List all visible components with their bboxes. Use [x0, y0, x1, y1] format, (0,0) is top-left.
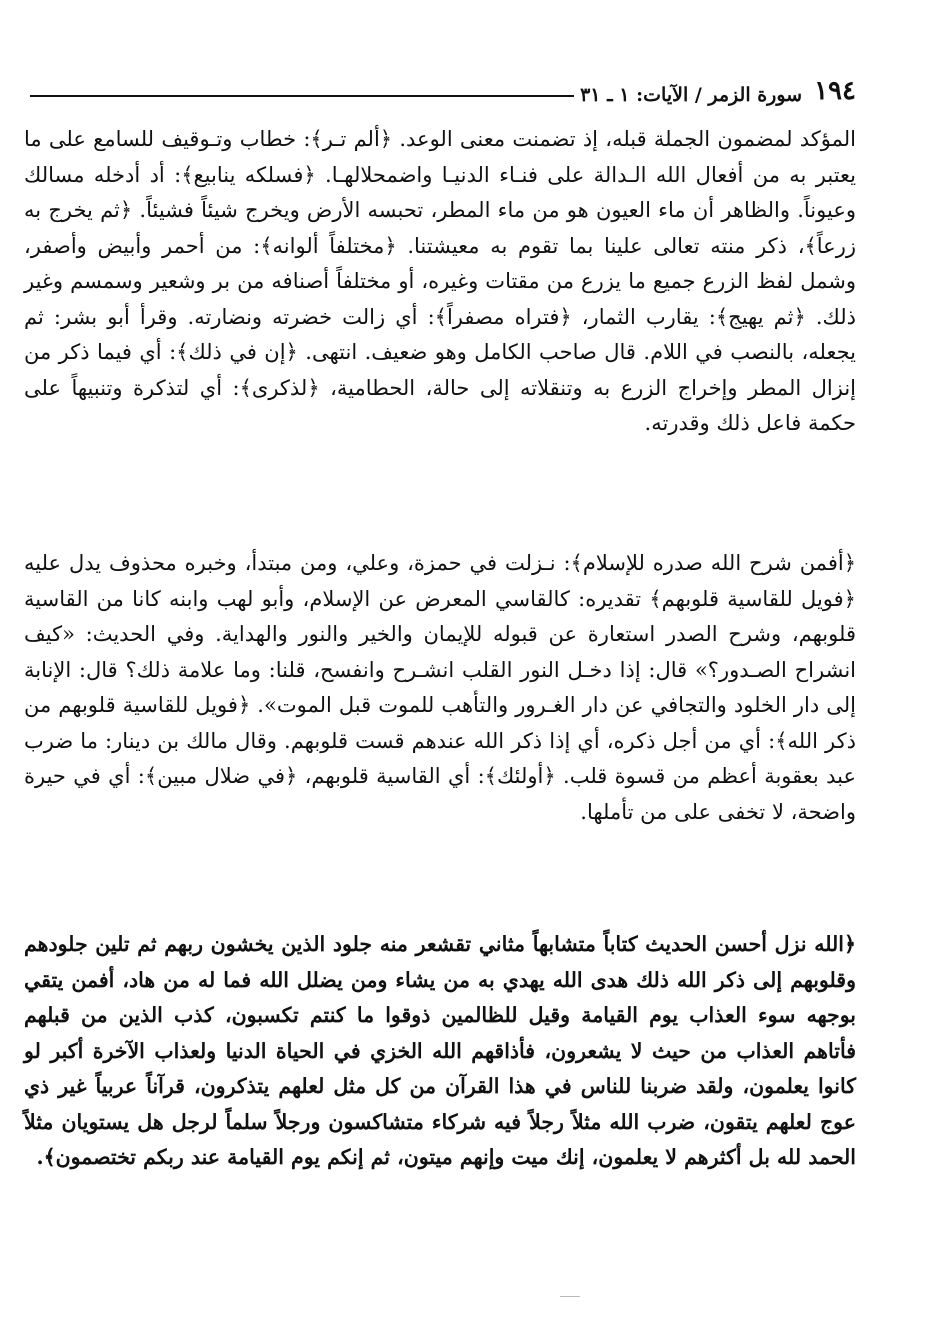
paragraph-text: ﴿أفمن شرح الله صدره للإسلام﴾: نـزلت في حمزة، وعلي، ومن مبتدأ، وخبره محذوف يدل عليه ﴿فويل للقاسية قلوبهم﴾ تقديره: كالقاسي المعرض عن الإسلام، وأبو لهب وابنه كانا من القاسية قلوبهم، وشرح الصدر استعارة عن قبوله للإيمان والخير والنور والهداية. وفي الحديث: «كيف انشراح الصـدور؟» قال: إذا دخـل النور القلب انشـرح وانفسح، قلنا: وما علامة ذلك؟ قال: الإنابة إلى دار الخلود والتجافي عن دار الغـرور والتأهب للموت قبل الموت». ﴿فويل للقاسية قلوبهم من ذكر الله﴾: أي من أجل ذكره، أي إذا ذكر الله عندهم قست قلوبهم. وقال مالك بن دينار: ما ضرب عبد بعقوبة أعظم من قسوة قلب. ﴿أولئك﴾: أي القاسية قلوبهم، ﴿في ضلال مبين﴾: أي في حيرة واضحة، لا تخفى على من تأملها.: [24, 551, 856, 824]
paragraph-1: [24, 122, 856, 442]
page-header: [24, 66, 856, 106]
quran-verses-paragraph: [24, 927, 856, 1176]
scan-mark: [560, 1296, 580, 1297]
header-rule: [30, 95, 574, 97]
running-title: سورة الزمر / الآيات: ١ ـ ٣١: [580, 84, 803, 106]
paragraph-text: ﴿الله نزل أحسن الحديث كتاباً متشابهاً مثاني تقشعر منه جلود الذين يخشون ربهم ثم تلين جلودهم وقلوبهم إلى ذكر الله ذلك هدى الله يهدي به من يشاء ومن يضلل الله فما له من هاد، أفمن يتقي بوجهه سوء العذاب يوم القيامة وقيل للظالمين ذوقوا ما كنتم تكسبون، كذب الذين من قبلهم فأتاهم العذاب من حيث لا يشعرون، فأذاقهم الله الخزي في الحياة الدنيا ولعذاب الآخرة أكبر لو كانوا يعلمون، ولقد ضربنا للناس في هذا القرآن من كل مثل لعلهم يتذكرون، قرآناً عربياً غير ذي عوج لعلهم يتقون، ضرب الله مثلاً رجلاً فيه شركاء متشاكسون ورجلاً سلماً لرجل هل يستويان مثلاً الحمد لله بل أكثرهم لا يعلمون، إنك ميت وإنهم ميتون، ثم إنكم يوم القيامة عند ربكم تختصمون﴾.: [24, 932, 856, 1169]
paragraph-2: [24, 546, 856, 830]
page-number: ١٩٤: [814, 76, 856, 106]
paragraph-text: المؤكد لمضمون الجملة قبله، إذ تضمنت معنى الوعد. ﴿ألم تـر﴾: خطاب وتـوقيف للسامع على ما يعتبر به من أفعال الله الـدالة على فنـاء الدنيـا واضمحلالهـا. ﴿فسلكه ينابيع﴾: أد أدخله مسالك وعيوناً. والظاهر أن ماء العيون هو من ماء المطر، تحبسه الأرض ويخرج شيئاً فشيئاً. ﴿ثم يخرج به زرعاً﴾، ذكر منته تعالى علينا بما تقوم به معيشتنا. ﴿مختلفاً ألوانه﴾: من أحمر وأبيض وأصفر، وشمل لفظ الزرع جميع ما يزرع من مقتات وغيره، أو مختلفاً أصنافه من بر وشعير وسمسم وغير ذلك. ﴿ثم يهيج﴾: يقارب الثمار، ﴿فتراه مصفراً﴾: أي زالت خضرته ونضارته. وقرأ أبو بشر: ثم يجعله، بالنصب في اللام. قال صاحب الكامل وهو ضعيف. انتهى. ﴿إن في ذلك﴾: أي فيما ذكر من إنزال المطر وإخراج الزرع به وتنقلاته إلى حالة، الحطامية، ﴿لذكرى﴾: أي لتذكرة وتنبيهاً على حكمة فاعل ذلك وقدرته.: [24, 127, 857, 435]
